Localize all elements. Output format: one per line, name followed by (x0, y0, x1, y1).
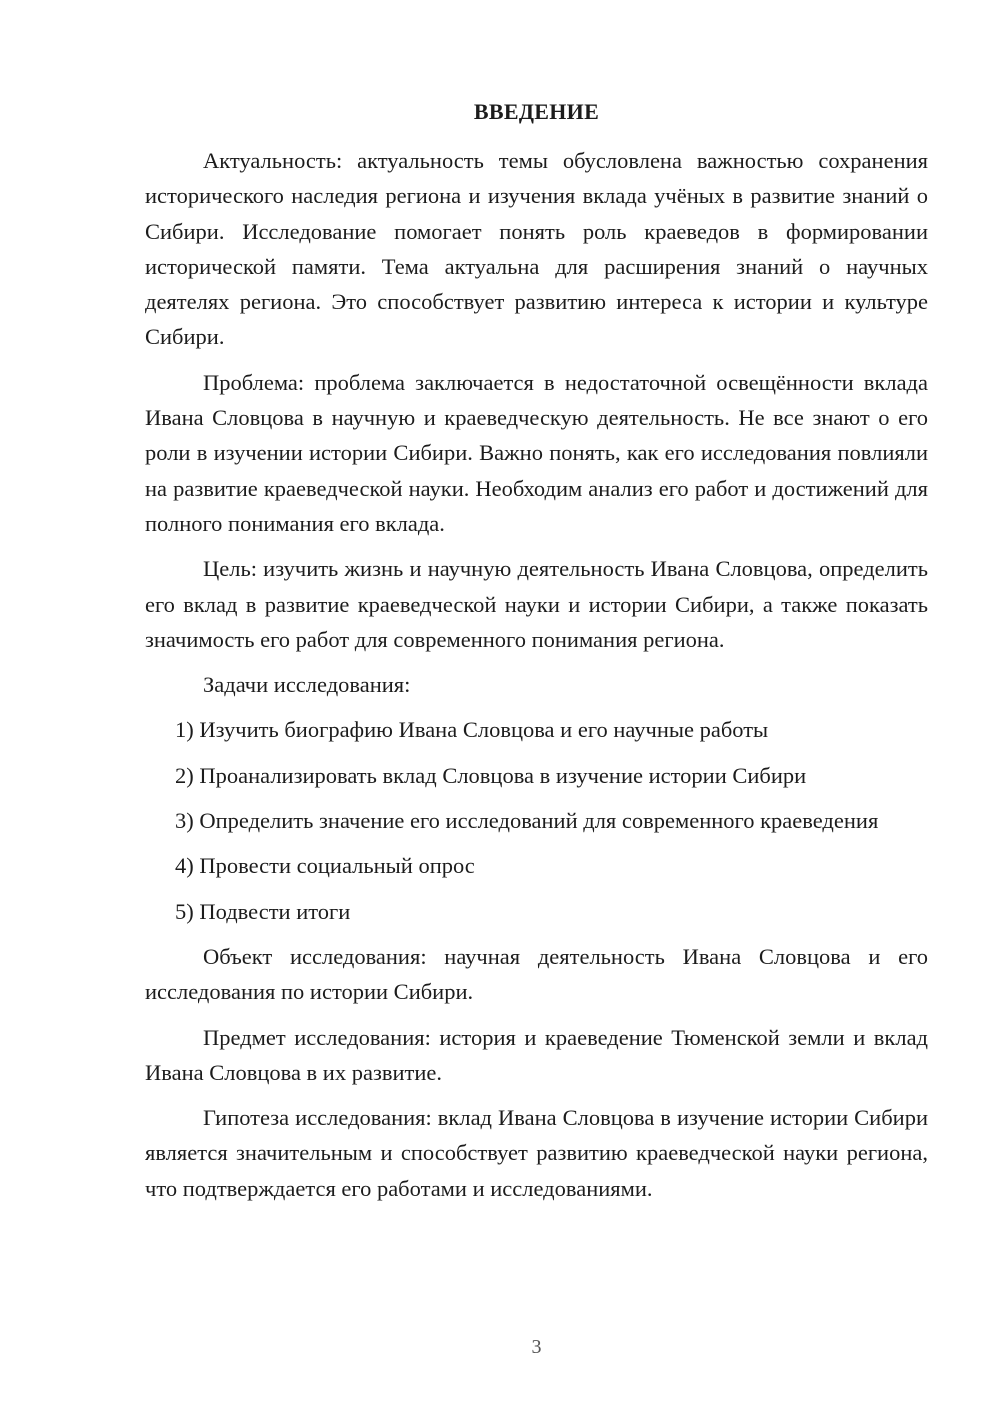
task-item-2: 2) Проанализировать вклад Словцова в изучение истории Сибири (175, 762, 807, 788)
paragraph-hypothesis: Гипотеза исследования: вклад Ивана Словцова в изучение истории Сибири является значительным и способствует развитию краеведческой науки региона, что подтверждается его работами и исследованиями. (145, 1105, 928, 1201)
task-item-5: 5) Подвести итоги (175, 898, 351, 924)
paragraph-problem: Проблема: проблема заключается в недостаточной освещённости вклада Ивана Словцова в научную и краеведческую деятельность. Не все знают о его роли в изучении истории Сибири. Важно понять, как его исследования повлияли на развитие краеведческой науки. Необходим анализ его работ и достижений для полного понимания его вклада. (145, 369, 928, 536)
paragraph-tasks-heading: Задачи исследования: (203, 672, 411, 698)
paragraph-goal: Цель: изучить жизнь и научную деятельность Ивана Словцова, определить его вклад в развитие краеведческой науки и истории Сибири, а также показать значимость его работ для современного понимания региона. (145, 556, 928, 652)
paragraph-subject: Предмет исследования: история и краеведение Тюменской земли и вклад Ивана Словцова в их развитие. (145, 1024, 928, 1085)
paragraph-object: Объект исследования: научная деятельность Ивана Словцова и его исследования по истории Сибири. (145, 943, 928, 1005)
body-text (145, 143, 928, 1216)
page-title: ВВЕДЕНИЕ (473, 99, 600, 124)
paragraph-relevance: Актуальность: актуальность темы обусловлена важностью сохранения исторического наследия региона и изучения вклада учёных в развитие знаний о Сибири. Исследование помогает понять роль краеведов в формировании исторической памяти. Тема актуальна для расширения знаний о научных деятелях региона. Это способствует развитию интереса к истории и культуре Сибири. (145, 148, 928, 350)
page-number: 3 (531, 1336, 542, 1358)
task-item-1: 1) Изучить биографию Ивана Словцова и его научные работы (175, 717, 769, 743)
task-item-4: 4) Провести социальный опрос (175, 853, 475, 879)
task-item-3: 3) Определить значение его исследований для современного краеведения (175, 808, 879, 834)
